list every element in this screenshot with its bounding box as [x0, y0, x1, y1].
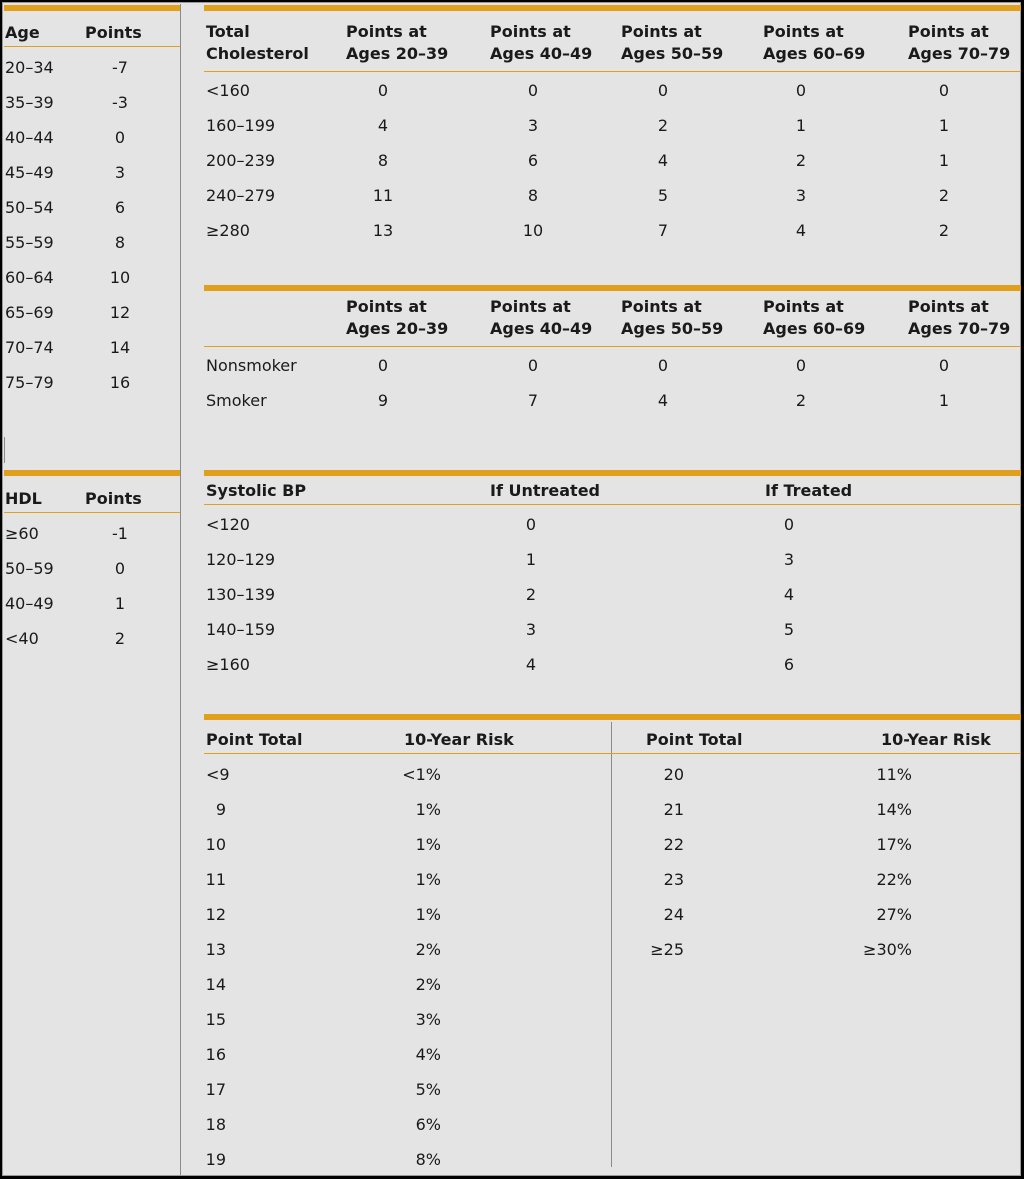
- bp-range-cell: 140–159: [206, 620, 276, 639]
- cholesterol-points-cell: 6: [527, 151, 539, 170]
- cholesterol-points-cell: 5: [657, 186, 669, 205]
- risk-table-bar: [204, 714, 1021, 720]
- age-table-bar: [4, 5, 180, 11]
- cholesterol-points-cell: 10: [522, 221, 544, 240]
- age-points-cell: 12: [109, 303, 131, 322]
- risk-point-total-cell: 13: [205, 940, 226, 959]
- risk-percent-cell: ≥30%: [863, 940, 912, 959]
- cholesterol-header-1: Points at Ages 20–39: [346, 22, 449, 63]
- smoking-status-cell: Smoker: [206, 391, 267, 410]
- smoking-header-rule: [204, 346, 1021, 347]
- cholesterol-table-bar: [204, 5, 1021, 11]
- cholesterol-points-cell: 4: [377, 116, 389, 135]
- age-points-cell: 3: [114, 163, 126, 182]
- age-header: Age: [5, 23, 40, 42]
- risk-header-1: 10-Year Risk: [404, 730, 514, 749]
- cholesterol-points-cell: 13: [372, 221, 394, 240]
- hdl-table-bar: [4, 470, 180, 476]
- risk-point-total-cell: 14: [205, 975, 226, 994]
- risk-point-total-cell: 22: [663, 835, 684, 854]
- cholesterol-points-cell: 0: [657, 81, 669, 100]
- cholesterol-header-4: Points at Ages 60–69: [763, 22, 866, 63]
- bp-header-0: Systolic BP: [206, 481, 307, 500]
- cholesterol-points-cell: 4: [657, 151, 669, 170]
- cholesterol-points-cell: 2: [938, 221, 950, 240]
- risk-percent-cell: 1%: [415, 800, 441, 819]
- cholesterol-range-cell: 240–279: [206, 186, 276, 205]
- hdl-points-cell: 2: [114, 629, 126, 648]
- age-range-cell: 35–39: [5, 93, 54, 112]
- bp-range-cell: 130–139: [206, 585, 276, 604]
- smoking-points-cell: 0: [527, 356, 539, 375]
- cholesterol-points-cell: 2: [938, 186, 950, 205]
- age-range-cell: 20–34: [5, 58, 54, 77]
- cholesterol-points-cell: 1: [795, 116, 807, 135]
- risk-point-total-cell: 21: [663, 800, 684, 819]
- age-range-cell: 70–74: [5, 338, 54, 357]
- risk-point-total-cell: 23: [663, 870, 684, 889]
- risk-point-total-cell: 19: [205, 1150, 226, 1169]
- smoking-points-cell: 9: [377, 391, 389, 410]
- bp-points-cell: 3: [525, 620, 537, 639]
- age-range-cell: 60–64: [5, 268, 54, 287]
- bp-range-cell: 120–129: [206, 550, 276, 569]
- risk-percent-cell: 3%: [415, 1010, 441, 1029]
- age-points-cell: -7: [112, 58, 128, 77]
- age-points-cell: -3: [112, 93, 128, 112]
- risk-percent-cell: 2%: [415, 940, 441, 959]
- bp-points-cell: 3: [783, 550, 795, 569]
- hdl-range-cell: <40: [5, 629, 39, 648]
- cholesterol-header-3: Points at Ages 50–59: [621, 22, 724, 63]
- cholesterol-header-2: Points at Ages 40–49: [490, 22, 593, 63]
- hdl-header: HDL: [5, 489, 42, 508]
- risk-percent-cell: 27%: [876, 905, 912, 924]
- smoking-points-cell: 2: [795, 391, 807, 410]
- risk-percent-cell: 2%: [415, 975, 441, 994]
- bp-points-cell: 0: [783, 515, 795, 534]
- age-header-rule: [4, 46, 180, 47]
- cholesterol-points-cell: 0: [377, 81, 389, 100]
- age-points-cell: 8: [114, 233, 126, 252]
- cholesterol-points-cell: 2: [795, 151, 807, 170]
- risk-percent-cell: 22%: [876, 870, 912, 889]
- risk-percent-cell: 6%: [415, 1115, 441, 1134]
- age-range-cell: 45–49: [5, 163, 54, 182]
- risk-percent-cell: 1%: [415, 835, 441, 854]
- risk-point-total-cell: 15: [205, 1010, 226, 1029]
- age-points-cell: 14: [109, 338, 131, 357]
- age-range-cell: 65–69: [5, 303, 54, 322]
- cholesterol-points-cell: 0: [938, 81, 950, 100]
- smoking-header-3: Points at Ages 50–59: [621, 297, 724, 338]
- risk-header-2: Point Total: [646, 730, 743, 749]
- cholesterol-points-cell: 8: [527, 186, 539, 205]
- age-points-cell: 0: [114, 128, 126, 147]
- hdl-points-cell: 1: [114, 594, 126, 613]
- cholesterol-points-cell: 4: [795, 221, 807, 240]
- bp-header-rule: [204, 504, 1021, 505]
- age-range-cell: 50–54: [5, 198, 54, 217]
- hdl-points-header: Points: [85, 489, 142, 508]
- bp-header-2: If Treated: [765, 481, 853, 500]
- smoking-header-4: Points at Ages 60–69: [763, 297, 866, 338]
- risk-point-total-cell: 17: [205, 1080, 226, 1099]
- smoking-points-cell: 0: [795, 356, 807, 375]
- risk-point-total-cell: 12: [205, 905, 226, 924]
- risk-point-total-cell: 11: [205, 870, 226, 889]
- bp-table-bar: [204, 470, 1021, 476]
- smoking-points-cell: 1: [938, 391, 950, 410]
- hdl-range-cell: ≥60: [5, 524, 39, 543]
- cholesterol-points-cell: 3: [527, 116, 539, 135]
- smoking-status-cell: Nonsmoker: [206, 356, 297, 375]
- smoking-points-cell: 4: [657, 391, 669, 410]
- cholesterol-range-cell: 200–239: [206, 151, 276, 170]
- cholesterol-header-5: Points at Ages 70–79: [908, 22, 1011, 63]
- risk-table-divider: [611, 722, 612, 1167]
- bp-points-cell: 4: [783, 585, 795, 604]
- risk-percent-cell: 5%: [415, 1080, 441, 1099]
- hdl-points-cell: 0: [114, 559, 126, 578]
- risk-header-3: 10-Year Risk: [881, 730, 991, 749]
- bp-points-cell: 4: [525, 655, 537, 674]
- age-range-cell: 40–44: [5, 128, 54, 147]
- age-range-cell: 75–79: [5, 373, 54, 392]
- smoking-header-1: Points at Ages 20–39: [346, 297, 449, 338]
- left-column-divider: [180, 4, 181, 1175]
- smoking-points-cell: 0: [377, 356, 389, 375]
- smoking-points-cell: 7: [527, 391, 539, 410]
- risk-point-total-cell: 20: [663, 765, 684, 784]
- cholesterol-range-cell: 160–199: [206, 116, 276, 135]
- risk-point-total-cell: 24: [663, 905, 684, 924]
- cholesterol-points-cell: 3: [795, 186, 807, 205]
- risk-percent-cell: <1%: [402, 765, 441, 784]
- risk-point-total-cell: <9: [206, 765, 230, 784]
- cholesterol-header-rule: [204, 71, 1021, 72]
- cholesterol-points-cell: 1: [938, 116, 950, 135]
- age-range-cell: 55–59: [5, 233, 54, 252]
- cholesterol-points-cell: 7: [657, 221, 669, 240]
- smoking-header-2: Points at Ages 40–49: [490, 297, 593, 338]
- smoking-header-5: Points at Ages 70–79: [908, 297, 1011, 338]
- bp-header-1: If Untreated: [490, 481, 601, 500]
- bp-points-cell: 5: [783, 620, 795, 639]
- bp-range-cell: <120: [206, 515, 250, 534]
- hdl-range-cell: 40–49: [5, 594, 54, 613]
- risk-percent-cell: 4%: [415, 1045, 441, 1064]
- age-points-cell: 10: [109, 268, 131, 287]
- risk-percent-cell: 17%: [876, 835, 912, 854]
- risk-point-total-cell: 9: [215, 800, 226, 819]
- cholesterol-points-cell: 11: [372, 186, 394, 205]
- risk-header-0: Point Total: [206, 730, 303, 749]
- age-points-cell: 6: [114, 198, 126, 217]
- cholesterol-range-cell: <160: [206, 81, 250, 100]
- risk-percent-cell: 8%: [415, 1150, 441, 1169]
- bp-points-cell: 0: [525, 515, 537, 534]
- smoking-points-cell: 0: [657, 356, 669, 375]
- risk-percent-cell: 1%: [415, 905, 441, 924]
- cholesterol-points-cell: 0: [527, 81, 539, 100]
- smoking-table-bar: [204, 285, 1021, 291]
- risk-percent-cell: 14%: [876, 800, 912, 819]
- bp-points-cell: 1: [525, 550, 537, 569]
- points-header: Points: [85, 23, 142, 42]
- bp-range-cell: ≥160: [206, 655, 250, 674]
- cholesterol-range-cell: ≥280: [206, 221, 250, 240]
- left-block-divider: [4, 437, 5, 463]
- cholesterol-points-cell: 2: [657, 116, 669, 135]
- hdl-range-cell: 50–59: [5, 559, 54, 578]
- risk-header-rule: [204, 753, 1021, 754]
- cholesterol-points-cell: 0: [795, 81, 807, 100]
- smoking-points-cell: 0: [938, 356, 950, 375]
- bp-points-cell: 6: [783, 655, 795, 674]
- hdl-points-cell: -1: [112, 524, 128, 543]
- risk-percent-cell: 11%: [876, 765, 912, 784]
- cholesterol-points-cell: 8: [377, 151, 389, 170]
- bp-points-cell: 2: [525, 585, 537, 604]
- cholesterol-points-cell: 1: [938, 151, 950, 170]
- risk-percent-cell: 1%: [415, 870, 441, 889]
- age-points-cell: 16: [109, 373, 131, 392]
- risk-point-total-cell: ≥25: [650, 940, 684, 959]
- risk-point-total-cell: 18: [205, 1115, 226, 1134]
- hdl-header-rule: [4, 512, 180, 513]
- risk-point-total-cell: 16: [205, 1045, 226, 1064]
- cholesterol-header-0: Total Cholesterol: [206, 22, 309, 63]
- risk-point-total-cell: 10: [205, 835, 226, 854]
